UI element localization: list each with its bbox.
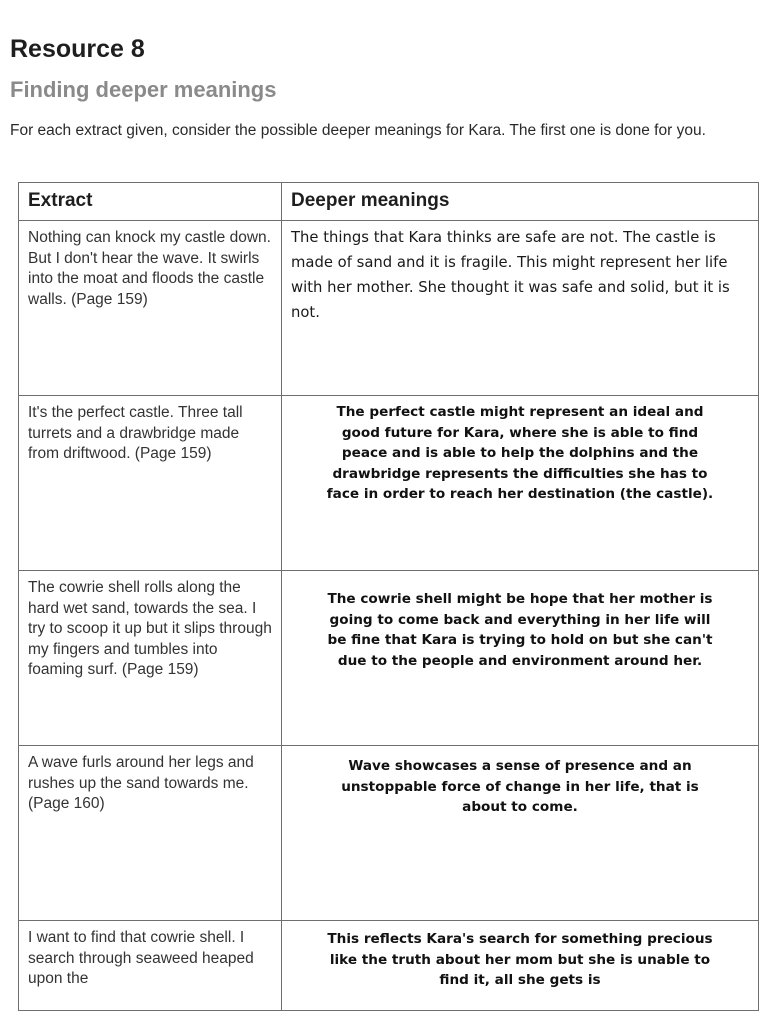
extracts-table (18, 182, 759, 1011)
meaning-text: The things that Kara thinks are safe are not. The castle is made of sand and it is fragile. This might represent her life with her mother. She thought it was safe and solid, but it is not. (291, 229, 730, 321)
meaning-text: The perfect castle might represent an ideal and good future for Kara, where she is able to find peace and is able to help the dolphins and the drawbridge represents the difficulties she has to face in order to reach her destination (the castle). (326, 404, 714, 502)
meaning-cell (282, 571, 759, 746)
meaning-cell (282, 746, 759, 921)
table-row (19, 396, 759, 571)
table-row (19, 921, 759, 1011)
table-row (19, 221, 759, 396)
extract-text: The cowrie shell rolls along the hard wet sand, towards the sea. I try to scoop it up but it slips through my fingers and tumbles into foaming surf. (Page 159) (28, 579, 272, 678)
page-title: Resource 8 (10, 35, 145, 63)
extract-text: It's the perfect castle. Three tall turrets and a drawbridge made from driftwood. (Page 159) (28, 404, 243, 462)
meaning-cell (282, 396, 759, 571)
extract-cell (19, 396, 282, 571)
table-row (19, 746, 759, 921)
meaning-cell (282, 221, 759, 396)
meaning-text: The cowrie shell might be hope that her mother is going to come back and everything in her life will be fine that Kara is trying to hold on but she can't due to the people and environment around her. (327, 591, 713, 669)
column-header-deeper-meanings: Deeper meanings (282, 183, 759, 221)
meaning-text: Wave showcases a sense of presence and an unstoppable force of change in her life, that is about to come. (341, 758, 699, 815)
extract-cell (19, 746, 282, 921)
extract-text: I want to find that cowrie shell. I search through seaweed heaped upon the (28, 929, 254, 987)
column-header-extract: Extract (19, 183, 282, 221)
extract-text: A wave furls around her legs and rushes up the sand towards me. (Page 160) (28, 754, 254, 812)
instructions-text: For each extract given, consider the possible deeper meanings for Kara. The first one is done for you. (10, 122, 706, 139)
meaning-text: This reflects Kara's search for something precious like the truth about her mom but she is unable to find it, all she gets is (327, 931, 713, 988)
extract-cell (19, 571, 282, 746)
page-subtitle: Finding deeper meanings (10, 77, 277, 102)
meaning-cell (282, 921, 759, 1011)
table-header-row (19, 183, 759, 221)
table-row (19, 571, 759, 746)
extract-cell (19, 921, 282, 1011)
extract-cell (19, 221, 282, 396)
extract-text: Nothing can knock my castle down. But I don't hear the wave. It swirls into the moat and floods the castle walls. (Page 159) (28, 229, 271, 308)
